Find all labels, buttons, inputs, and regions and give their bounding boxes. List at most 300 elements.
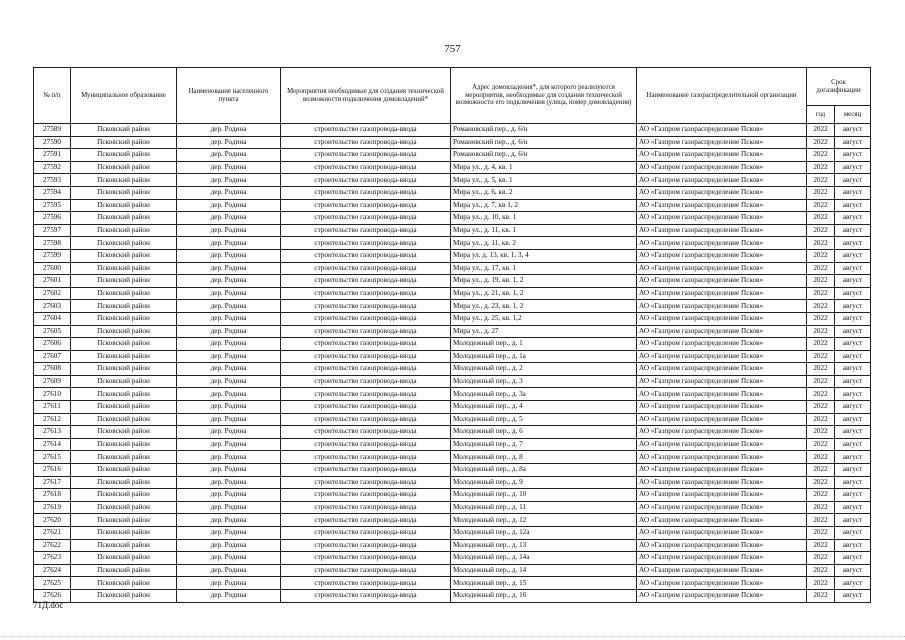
table-row [34, 199, 871, 212]
organization-cell: АО «Газпром газораспределение Псков» [637, 186, 807, 199]
settlement-cell: дер. Родина [177, 124, 281, 137]
year-cell: 2022 [807, 174, 835, 187]
table-row [34, 476, 871, 489]
settlement-cell: дер. Родина [177, 589, 281, 602]
settlement-cell: дер. Родина [177, 438, 281, 451]
year-cell: 2022 [807, 262, 835, 275]
activity-cell: строительство газопровода-ввода [281, 212, 451, 225]
year-cell: 2022 [807, 489, 835, 502]
settlement-cell: дер. Родина [177, 300, 281, 313]
organization-cell: АО «Газпром газораспределение Псков» [637, 199, 807, 212]
municipality-cell: Псковский район [71, 325, 177, 338]
address-cell: Молодежный пер., д. 3 [451, 375, 637, 388]
address-cell: Молодежный пер., д. 5 [451, 413, 637, 426]
municipality-cell: Псковский район [71, 350, 177, 363]
municipality-cell: Псковский район [71, 212, 177, 225]
row-number: 27615 [34, 451, 71, 464]
organization-cell: АО «Газпром газораспределение Псков» [637, 124, 807, 137]
municipality-cell: Псковский район [71, 249, 177, 262]
header-year: год [807, 106, 835, 124]
organization-cell: АО «Газпром газораспределение Псков» [637, 577, 807, 590]
header-month: месяц [835, 106, 871, 124]
municipality-cell: Псковский район [71, 426, 177, 439]
year-cell: 2022 [807, 275, 835, 288]
address-cell: Молодежный пер., д. 10 [451, 489, 637, 502]
organization-cell: АО «Газпром газораспределение Псков» [637, 363, 807, 376]
activity-cell: строительство газопровода-ввода [281, 489, 451, 502]
year-cell: 2022 [807, 249, 835, 262]
activity-cell: строительство газопровода-ввода [281, 249, 451, 262]
organization-cell: АО «Газпром газораспределение Псков» [637, 438, 807, 451]
activity-cell: строительство газопровода-ввода [281, 476, 451, 489]
year-cell: 2022 [807, 501, 835, 514]
row-number: 27601 [34, 275, 71, 288]
activity-cell: строительство газопровода-ввода [281, 300, 451, 313]
organization-cell: АО «Газпром газораспределение Псков» [637, 476, 807, 489]
month-cell: август [835, 564, 871, 577]
gasification-table [33, 67, 871, 603]
year-cell: 2022 [807, 577, 835, 590]
address-cell: Мира ул., д. 27 [451, 325, 637, 338]
row-number: 27596 [34, 212, 71, 225]
municipality-cell: Псковский район [71, 375, 177, 388]
table-row [34, 338, 871, 351]
organization-cell: АО «Газпром газораспределение Псков» [637, 149, 807, 162]
year-cell: 2022 [807, 136, 835, 149]
municipality-cell: Псковский район [71, 186, 177, 199]
month-cell: август [835, 476, 871, 489]
address-cell: Молодежный пер., д. 15 [451, 577, 637, 590]
address-cell: Молодежный пер., д. 4 [451, 401, 637, 414]
organization-cell: АО «Газпром газораспределение Псков» [637, 426, 807, 439]
organization-cell: АО «Газпром газораспределение Псков» [637, 325, 807, 338]
municipality-cell: Псковский район [71, 300, 177, 313]
month-cell: август [835, 552, 871, 565]
organization-cell: АО «Газпром газораспределение Псков» [637, 212, 807, 225]
municipality-cell: Псковский район [71, 388, 177, 401]
address-cell: Романовский пер., д. 6/н [451, 124, 637, 137]
organization-cell: АО «Газпром газораспределение Псков» [637, 501, 807, 514]
organization-cell: АО «Газпром газораспределение Псков» [637, 136, 807, 149]
year-cell: 2022 [807, 287, 835, 300]
municipality-cell: Псковский район [71, 401, 177, 414]
municipality-cell: Псковский район [71, 161, 177, 174]
address-cell: Мира ул. д. 13, кв. 1, 3, 4 [451, 249, 637, 262]
settlement-cell: дер. Родина [177, 552, 281, 565]
table-row [34, 149, 871, 162]
municipality-cell: Псковский район [71, 224, 177, 237]
address-cell: Романовский пер., д. 6/н [451, 149, 637, 162]
settlement-cell: дер. Родина [177, 136, 281, 149]
year-cell: 2022 [807, 124, 835, 137]
row-number: 27600 [34, 262, 71, 275]
table-row [34, 552, 871, 565]
year-cell: 2022 [807, 401, 835, 414]
organization-cell: АО «Газпром газораспределение Псков» [637, 527, 807, 540]
organization-cell: АО «Газпром газораспределение Псков» [637, 589, 807, 602]
month-cell: август [835, 514, 871, 527]
month-cell: август [835, 287, 871, 300]
table-row [34, 539, 871, 552]
month-cell: август [835, 464, 871, 477]
organization-cell: АО «Газпром газораспределение Псков» [637, 552, 807, 565]
year-cell: 2022 [807, 514, 835, 527]
activity-cell: строительство газопровода-ввода [281, 514, 451, 527]
municipality-cell: Псковский район [71, 501, 177, 514]
settlement-cell: дер. Родина [177, 249, 281, 262]
municipality-cell: Псковский район [71, 275, 177, 288]
month-cell: август [835, 186, 871, 199]
municipality-cell: Псковский район [71, 564, 177, 577]
row-number: 27595 [34, 199, 71, 212]
activity-cell: строительство газопровода-ввода [281, 186, 451, 199]
scan-edge-divider [0, 636, 905, 638]
table-row [34, 489, 871, 502]
month-cell: август [835, 136, 871, 149]
municipality-cell: Псковский район [71, 527, 177, 540]
row-number: 27619 [34, 501, 71, 514]
activity-cell: строительство газопровода-ввода [281, 262, 451, 275]
activity-cell: строительство газопровода-ввода [281, 287, 451, 300]
organization-cell: АО «Газпром газораспределение Псков» [637, 489, 807, 502]
settlement-cell: дер. Родина [177, 350, 281, 363]
organization-cell: АО «Газпром газораспределение Псков» [637, 338, 807, 351]
row-number: 27616 [34, 464, 71, 477]
activity-cell: строительство газопровода-ввода [281, 464, 451, 477]
activity-cell: строительство газопровода-ввода [281, 224, 451, 237]
address-cell: Молодежный пер., д. 1 [451, 338, 637, 351]
table-row [34, 249, 871, 262]
settlement-cell: дер. Родина [177, 161, 281, 174]
settlement-cell: дер. Родина [177, 476, 281, 489]
organization-cell: АО «Газпром газораспределение Псков» [637, 350, 807, 363]
municipality-cell: Псковский район [71, 262, 177, 275]
month-cell: август [835, 413, 871, 426]
month-cell: август [835, 224, 871, 237]
organization-cell: АО «Газпром газораспределение Псков» [637, 464, 807, 477]
table-header [34, 68, 871, 124]
settlement-cell: дер. Родина [177, 237, 281, 250]
month-cell: август [835, 375, 871, 388]
activity-cell: строительство газопровода-ввода [281, 174, 451, 187]
address-cell: Молодежный пер., д. 13 [451, 539, 637, 552]
organization-cell: АО «Газпром газораспределение Псков» [637, 161, 807, 174]
municipality-cell: Псковский район [71, 539, 177, 552]
municipality-cell: Псковский район [71, 312, 177, 325]
year-cell: 2022 [807, 527, 835, 540]
activity-cell: строительство газопровода-ввода [281, 325, 451, 338]
settlement-cell: дер. Родина [177, 375, 281, 388]
year-cell: 2022 [807, 312, 835, 325]
address-cell: Молодежный пер., д. 14 [451, 564, 637, 577]
table-row [34, 287, 871, 300]
table-row [34, 438, 871, 451]
year-cell: 2022 [807, 426, 835, 439]
address-cell: Мира ул., д. 10, кв. 1 [451, 212, 637, 225]
municipality-cell: Псковский район [71, 476, 177, 489]
organization-cell: АО «Газпром газораспределение Псков» [637, 224, 807, 237]
row-number: 27609 [34, 375, 71, 388]
municipality-cell: Псковский район [71, 489, 177, 502]
table-row [34, 350, 871, 363]
activity-cell: строительство газопровода-ввода [281, 451, 451, 464]
year-cell: 2022 [807, 338, 835, 351]
settlement-cell: дер. Родина [177, 501, 281, 514]
settlement-cell: дер. Родина [177, 426, 281, 439]
row-number: 27603 [34, 300, 71, 313]
settlement-cell: дер. Родина [177, 514, 281, 527]
settlement-cell: дер. Родина [177, 464, 281, 477]
address-cell: Мира ул., д. 23, кв. 1, 2 [451, 300, 637, 313]
table-row [34, 451, 871, 464]
year-cell: 2022 [807, 199, 835, 212]
row-number: 27624 [34, 564, 71, 577]
month-cell: август [835, 237, 871, 250]
activity-cell: строительство газопровода-ввода [281, 149, 451, 162]
table-row [34, 564, 871, 577]
activity-cell: строительство газопровода-ввода [281, 199, 451, 212]
municipality-cell: Псковский район [71, 237, 177, 250]
address-cell: Мира ул., д. 25, кв. 1,2 [451, 312, 637, 325]
municipality-cell: Псковский район [71, 589, 177, 602]
address-cell: Молодежный пер., д. 6 [451, 426, 637, 439]
year-cell: 2022 [807, 325, 835, 338]
year-cell: 2022 [807, 161, 835, 174]
table-row [34, 174, 871, 187]
header-num: № п/п [34, 68, 71, 124]
table-row [34, 589, 871, 602]
row-number: 27612 [34, 413, 71, 426]
page-number: 757 [444, 43, 461, 55]
row-number: 27608 [34, 363, 71, 376]
year-cell: 2022 [807, 476, 835, 489]
table-row [34, 312, 871, 325]
row-number: 27594 [34, 186, 71, 199]
table-row [34, 514, 871, 527]
organization-cell: АО «Газпром газораспределение Псков» [637, 514, 807, 527]
month-cell: август [835, 539, 871, 552]
year-cell: 2022 [807, 149, 835, 162]
settlement-cell: дер. Родина [177, 564, 281, 577]
year-cell: 2022 [807, 237, 835, 250]
table-row [34, 124, 871, 137]
row-number: 27598 [34, 237, 71, 250]
header-activity: Мероприятия необходимые для создания технической возможности подключения домовладений* [281, 68, 451, 124]
table-row [34, 224, 871, 237]
header-address: Адрес домовладения*, для которого реализуются мероприятия, необходимые для создания технической возможности его подключения (улица, номер домовладения) [451, 68, 637, 124]
municipality-cell: Псковский район [71, 514, 177, 527]
table-row [34, 501, 871, 514]
year-cell: 2022 [807, 350, 835, 363]
month-cell: август [835, 275, 871, 288]
settlement-cell: дер. Родина [177, 489, 281, 502]
address-cell: Молодежный пер., д. 12 [451, 514, 637, 527]
settlement-cell: дер. Родина [177, 186, 281, 199]
year-cell: 2022 [807, 451, 835, 464]
year-cell: 2022 [807, 464, 835, 477]
table-row [34, 325, 871, 338]
year-cell: 2022 [807, 375, 835, 388]
municipality-cell: Псковский район [71, 363, 177, 376]
month-cell: август [835, 249, 871, 262]
header-settlement: Наименование населенного пункта [177, 68, 281, 124]
row-number: 27592 [34, 161, 71, 174]
month-cell: август [835, 401, 871, 414]
table-row [34, 577, 871, 590]
activity-cell: строительство газопровода-ввода [281, 275, 451, 288]
table-row [34, 300, 871, 313]
organization-cell: АО «Газпром газораспределение Псков» [637, 174, 807, 187]
activity-cell: строительство газопровода-ввода [281, 350, 451, 363]
month-cell: август [835, 451, 871, 464]
row-number: 27605 [34, 325, 71, 338]
address-cell: Мира ул., д. 4, кв. 1 [451, 161, 637, 174]
organization-cell: АО «Газпром газораспределение Псков» [637, 413, 807, 426]
address-cell: Мира ул., д. 21, кв. 1, 2 [451, 287, 637, 300]
settlement-cell: дер. Родина [177, 388, 281, 401]
month-cell: август [835, 388, 871, 401]
month-cell: август [835, 338, 871, 351]
year-cell: 2022 [807, 224, 835, 237]
activity-cell: строительство газопровода-ввода [281, 363, 451, 376]
municipality-cell: Псковский район [71, 124, 177, 137]
month-cell: август [835, 199, 871, 212]
municipality-cell: Псковский район [71, 552, 177, 565]
table-row [34, 275, 871, 288]
organization-cell: АО «Газпром газораспределение Псков» [637, 287, 807, 300]
table-row [34, 136, 871, 149]
table-row [34, 363, 871, 376]
settlement-cell: дер. Родина [177, 212, 281, 225]
row-number: 27625 [34, 577, 71, 590]
activity-cell: строительство газопровода-ввода [281, 124, 451, 137]
activity-cell: строительство газопровода-ввода [281, 501, 451, 514]
settlement-cell: дер. Родина [177, 149, 281, 162]
municipality-cell: Псковский район [71, 287, 177, 300]
municipality-cell: Псковский район [71, 464, 177, 477]
activity-cell: строительство газопровода-ввода [281, 338, 451, 351]
settlement-cell: дер. Родина [177, 325, 281, 338]
organization-cell: АО «Газпром газораспределение Псков» [637, 451, 807, 464]
row-number: 27604 [34, 312, 71, 325]
activity-cell: строительство газопровода-ввода [281, 539, 451, 552]
header-organization: Наименование газораспределительной организации [637, 68, 807, 124]
organization-cell: АО «Газпром газораспределение Псков» [637, 249, 807, 262]
activity-cell: строительство газопровода-ввода [281, 161, 451, 174]
row-number: 27621 [34, 527, 71, 540]
year-cell: 2022 [807, 438, 835, 451]
table-row [34, 388, 871, 401]
row-number: 27610 [34, 388, 71, 401]
month-cell: август [835, 312, 871, 325]
month-cell: август [835, 161, 871, 174]
row-number: 27613 [34, 426, 71, 439]
settlement-cell: дер. Родина [177, 287, 281, 300]
month-cell: август [835, 300, 871, 313]
activity-cell: строительство газопровода-ввода [281, 413, 451, 426]
row-number: 27626 [34, 589, 71, 602]
year-cell: 2022 [807, 363, 835, 376]
municipality-cell: Псковский район [71, 136, 177, 149]
address-cell: Мира ул., д. 17, кв. 1 [451, 262, 637, 275]
month-cell: август [835, 589, 871, 602]
municipality-cell: Псковский район [71, 451, 177, 464]
settlement-cell: дер. Родина [177, 174, 281, 187]
organization-cell: АО «Газпром газораспределение Псков» [637, 539, 807, 552]
address-cell: Молодежный пер., д. 8 [451, 451, 637, 464]
municipality-cell: Псковский район [71, 413, 177, 426]
year-cell: 2022 [807, 564, 835, 577]
address-cell: Молодежный пер., д. 16 [451, 589, 637, 602]
activity-cell: строительство газопровода-ввода [281, 375, 451, 388]
row-number: 27617 [34, 476, 71, 489]
month-cell: август [835, 149, 871, 162]
header-municipality: Муниципальное образование [71, 68, 177, 124]
table-row [34, 212, 871, 225]
month-cell: август [835, 212, 871, 225]
table-row [34, 375, 871, 388]
settlement-cell: дер. Родина [177, 275, 281, 288]
month-cell: август [835, 350, 871, 363]
organization-cell: АО «Газпром газораспределение Псков» [637, 275, 807, 288]
year-cell: 2022 [807, 212, 835, 225]
row-number: 27593 [34, 174, 71, 187]
address-cell: Романовский пер., д. 6/н [451, 136, 637, 149]
row-number: 27611 [34, 401, 71, 414]
year-cell: 2022 [807, 300, 835, 313]
activity-cell: строительство газопровода-ввода [281, 401, 451, 414]
settlement-cell: дер. Родина [177, 312, 281, 325]
year-cell: 2022 [807, 413, 835, 426]
table-row [34, 237, 871, 250]
row-number: 27623 [34, 552, 71, 565]
activity-cell: строительство газопровода-ввода [281, 388, 451, 401]
row-number: 27618 [34, 489, 71, 502]
municipality-cell: Псковский район [71, 199, 177, 212]
table-row [34, 262, 871, 275]
municipality-cell: Псковский район [71, 438, 177, 451]
activity-cell: строительство газопровода-ввода [281, 552, 451, 565]
settlement-cell: дер. Родина [177, 451, 281, 464]
year-cell: 2022 [807, 539, 835, 552]
month-cell: август [835, 501, 871, 514]
address-cell: Молодежный пер., д. 12а [451, 527, 637, 540]
activity-cell: строительство газопровода-ввода [281, 438, 451, 451]
address-cell: Мира ул., д. 7, кв 1, 2 [451, 199, 637, 212]
activity-cell: строительство газопровода-ввода [281, 237, 451, 250]
organization-cell: АО «Газпром газораспределение Псков» [637, 564, 807, 577]
address-cell: Молодежный пер., д. 9 [451, 476, 637, 489]
month-cell: август [835, 363, 871, 376]
row-number: 27597 [34, 224, 71, 237]
municipality-cell: Псковский район [71, 174, 177, 187]
row-number: 27622 [34, 539, 71, 552]
month-cell: август [835, 124, 871, 137]
organization-cell: АО «Газпром газораспределение Псков» [637, 312, 807, 325]
month-cell: август [835, 438, 871, 451]
table-row [34, 186, 871, 199]
address-cell: Молодежный пер., д. 2 [451, 363, 637, 376]
table-row [34, 464, 871, 477]
settlement-cell: дер. Родина [177, 224, 281, 237]
table-row [34, 161, 871, 174]
activity-cell: строительство газопровода-ввода [281, 312, 451, 325]
address-cell: Молодежный пер., д. 14а [451, 552, 637, 565]
activity-cell: строительство газопровода-ввода [281, 426, 451, 439]
year-cell: 2022 [807, 186, 835, 199]
file-name-footer: 71Д.doc [33, 600, 64, 610]
address-cell: Мира ул., д. 11, кв. 2 [451, 237, 637, 250]
